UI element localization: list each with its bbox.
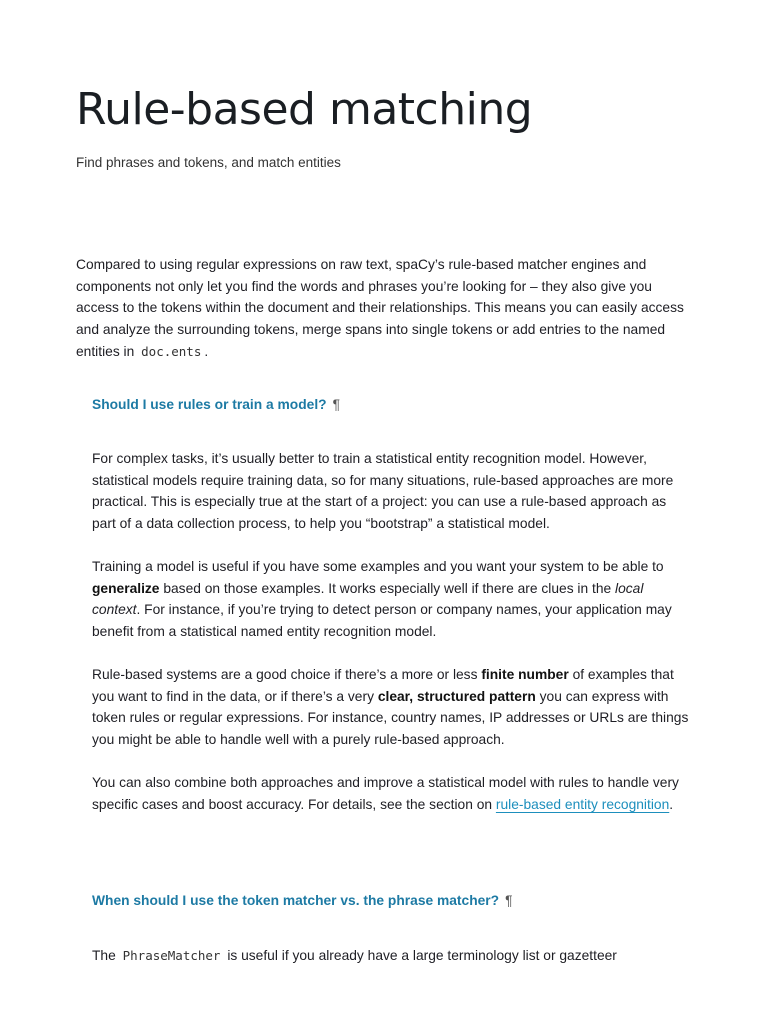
text: of examples that you want to find in the data, or if there’s a very bbox=[92, 667, 674, 704]
text: based on those examples. It works especially well if there are clues in the bbox=[163, 580, 612, 596]
section-heading-token-vs-phrase[interactable] bbox=[92, 891, 513, 911]
section1-paragraph-1: For complex tasks, it’s usually better to train a statistical entity recognition model. However, statistical models require training data, so for many situations, rule-based approaches are more practical. This is especially true at the start of a project: you can use a rule-based approach as part of a data collection process, to help you “bootstrap” a statistical model. bbox=[92, 451, 674, 532]
bold-text: generalize bbox=[92, 580, 160, 596]
intro-paragraph bbox=[76, 254, 696, 363]
inline-code-phrasematcher: PhraseMatcher bbox=[122, 948, 221, 963]
text: Training a model is useful if you have some examples and you want your system to be able to bbox=[92, 559, 664, 574]
italic-text: local context bbox=[92, 580, 644, 618]
section1-paragraph-4 bbox=[92, 772, 692, 815]
section1-paragraph-2 bbox=[92, 556, 692, 643]
section1-paragraph-3 bbox=[92, 664, 692, 751]
text: The bbox=[92, 948, 116, 963]
text: is useful if you already have a large terminology list or gazetteer bbox=[227, 948, 617, 963]
text: Rule-based systems are a good choice if there’s a more or less bbox=[92, 667, 478, 682]
section-heading-text[interactable]: Should I use rules or train a model? bbox=[92, 397, 327, 412]
bold-text: finite number bbox=[481, 667, 569, 682]
text: . For instance, if you’re trying to detect person or company names, your application may benefit from a statistical named entity recognition model. bbox=[92, 602, 672, 640]
page-subtitle: Find phrases and tokens, and match entities bbox=[76, 155, 341, 170]
pilcrow-anchor-icon[interactable]: ¶ bbox=[332, 397, 341, 412]
text: . bbox=[669, 796, 674, 812]
section-heading-text[interactable]: When should I use the token matcher vs. the phrase matcher? bbox=[92, 893, 500, 908]
intro-text: Compared to using regular expressions on raw text, spaCy’s rule-based matcher engines and components not only let you find the words and phrases you’re looking for – they also give you access to the tokens within the document and their relationships. This means you can easily access and analyze the surrounding tokens, merge spans into single tokens or add entries to the named entities in bbox=[76, 257, 684, 359]
bold-text: clear, structured pattern bbox=[377, 688, 536, 704]
pilcrow-anchor-icon[interactable]: ¶ bbox=[505, 893, 513, 908]
section-heading-rules-or-model[interactable] bbox=[92, 395, 340, 415]
rule-based-entity-recognition-link[interactable]: rule-based entity recognition bbox=[495, 796, 670, 812]
inline-code-doc-ents: doc.ents bbox=[141, 343, 202, 359]
page-title: Rule-based matching bbox=[76, 84, 533, 135]
text: you can express with token rules or regular expressions. For instance, country names, IP addresses or URLs are things you might be able to handle well with a purely rule-based approach. bbox=[92, 688, 689, 748]
section2-paragraph-1 bbox=[92, 945, 692, 967]
text: You can also combine both approaches and improve a statistical model with rules to handle very specific cases and boost accuracy. For details, see the section on bbox=[92, 775, 679, 812]
intro-text-end: . bbox=[204, 343, 209, 359]
